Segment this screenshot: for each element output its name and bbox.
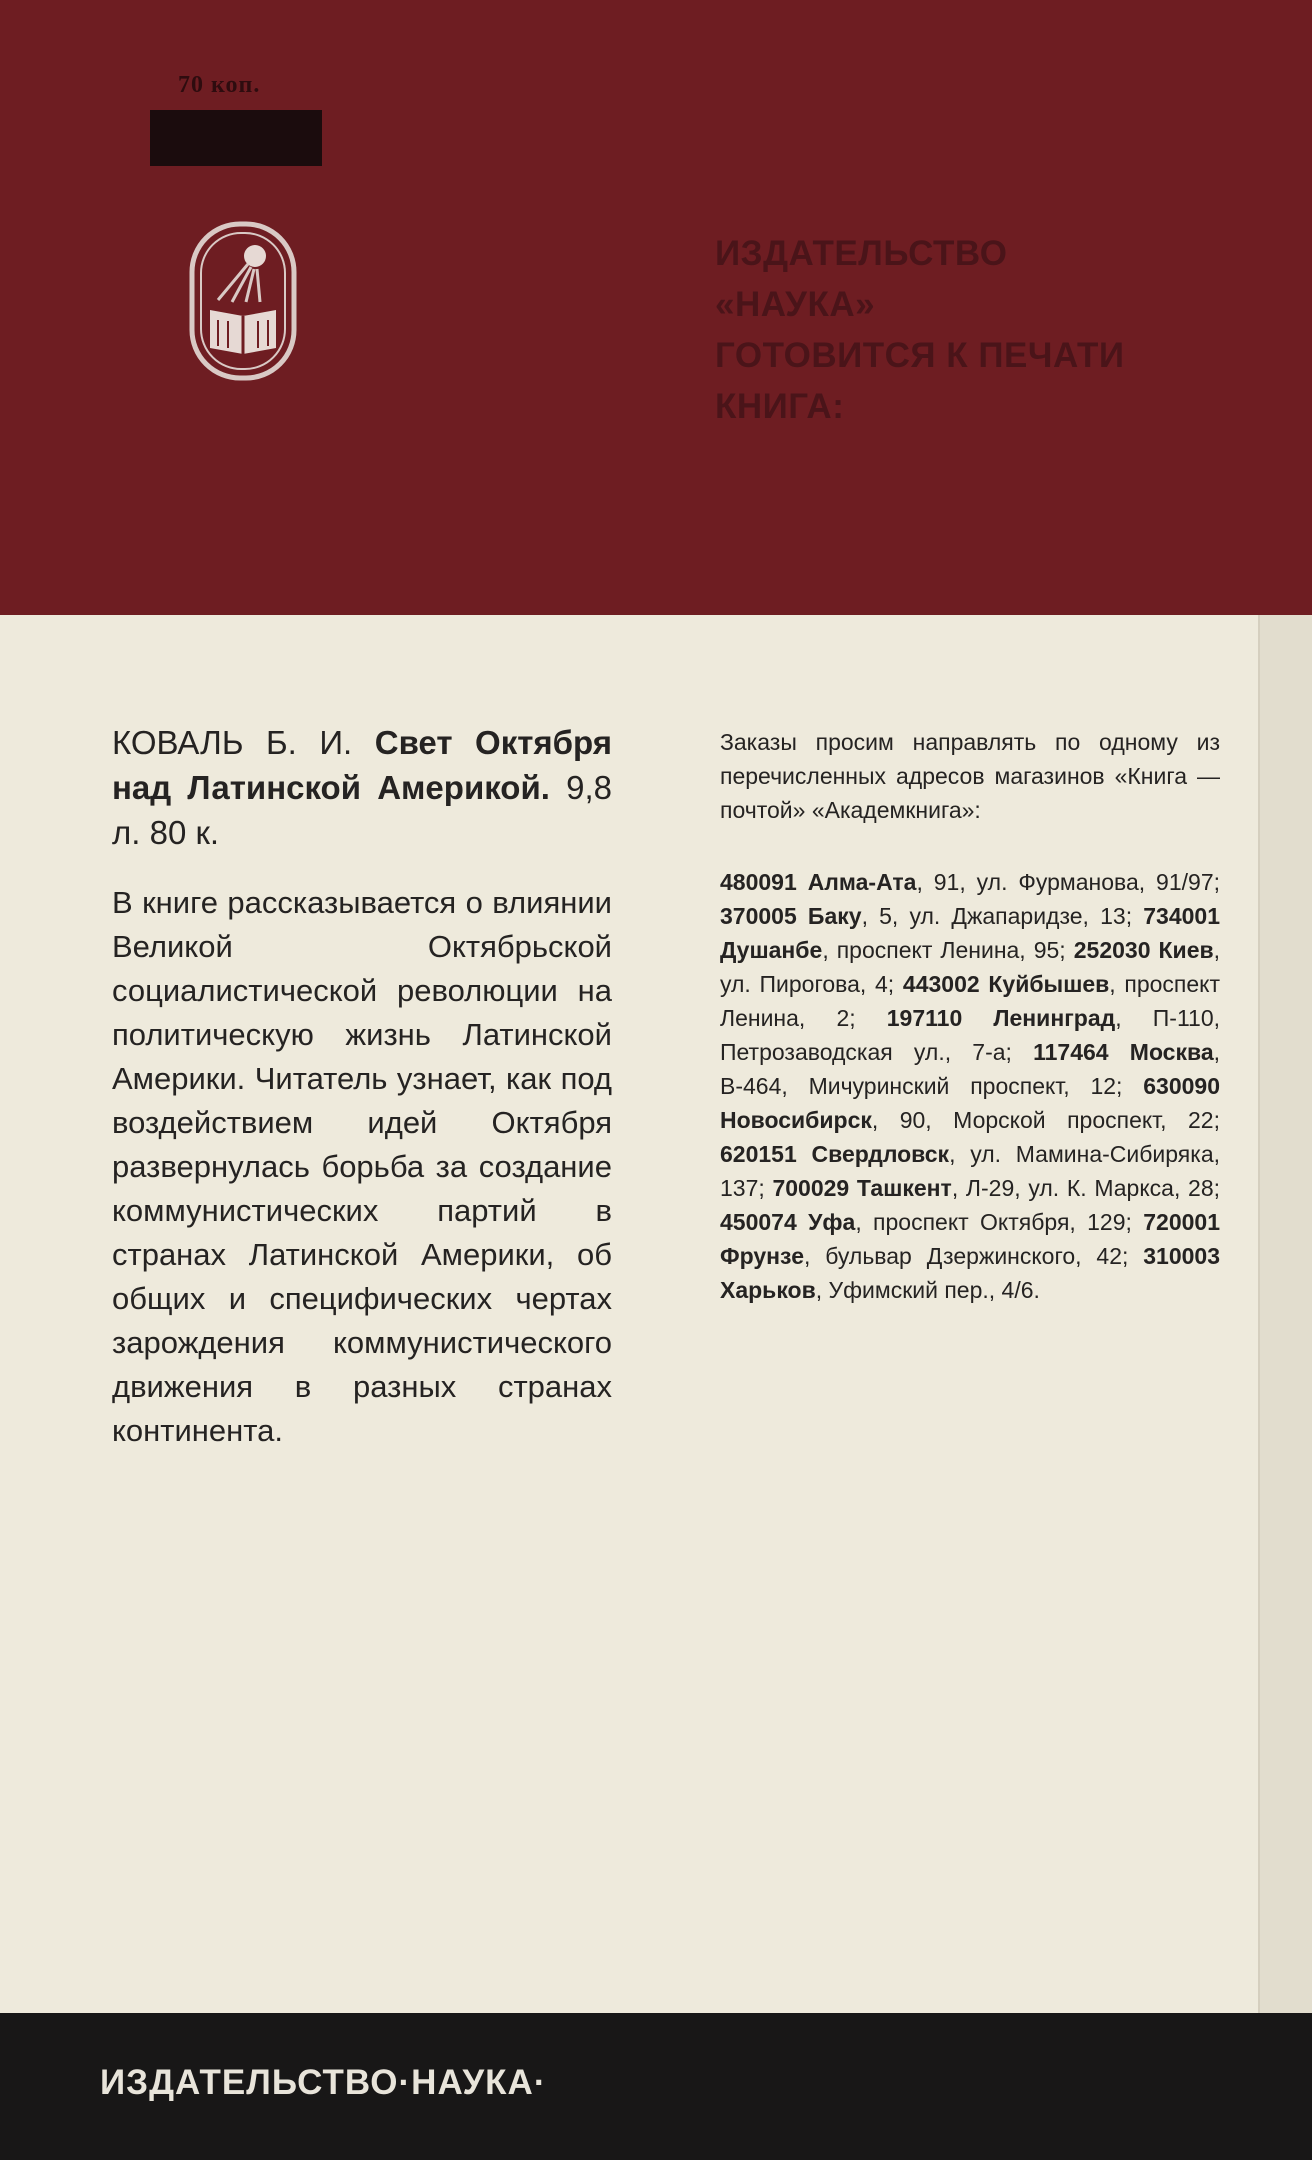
address-item: 197110 Ленинград, П-110, Петрозаводская ул., 7-а; — [720, 1005, 1220, 1065]
announcement-line: ИЗДАТЕЛЬСТВО — [715, 234, 1008, 273]
book-column — [112, 720, 612, 1453]
address-item: 480091 Алма-Ата, 91, ул. Фурманова, 91/97; — [720, 869, 1221, 895]
announcement-line: ГОТОВИТСЯ К ПЕЧАТИ — [715, 336, 1125, 375]
address-item: 370005 Баку, 5, ул. Джапаридзе, 13; — [720, 903, 1133, 929]
book-description: В книге рассказывается о влиянии Великой Октябрьской социалистической революции на политическую жизнь Латинской Америки. Читатель узнает, как под воздействием идей Октября развернулась борьба за создание коммунистических партий в странах Латинской Америки, об общих и специфических чертах зарождения коммунистического движения в разных странах континента. — [112, 885, 612, 1448]
address-item: 117464 Москва, В-464, Мичуринский проспект, 12; — [720, 1039, 1221, 1099]
book-details: 9,8 л. 80 к. — [112, 769, 612, 851]
announcement-block — [715, 228, 1235, 432]
price-mask-block — [150, 110, 322, 166]
address-item: 630090 Новосибирск, 90, Морской проспект, 22; — [720, 1073, 1221, 1133]
address-item: 720001 Фрунзе, бульвар Дзержинского, 42; — [720, 1209, 1220, 1269]
announcement-line: КНИГА: — [715, 387, 845, 426]
address-list — [720, 865, 1220, 1307]
announcement-line: «НАУКА» — [715, 285, 876, 324]
page-edge — [1258, 615, 1312, 2013]
address-item: 700029 Ташкент, Л-29, ул. К. Маркса, 28; — [772, 1175, 1221, 1201]
book-title: Свет Октября над Латинской Америкой. — [112, 724, 612, 806]
orders-column — [720, 725, 1220, 1307]
book-author: КОВАЛЬ Б. И. — [112, 724, 353, 761]
address-item: 620151 Свердловск, ул. Мамина-Сибиряка, 137; — [720, 1141, 1221, 1201]
publisher-name: ИЗДАТЕЛЬСТВО·НАУКА· — [100, 2063, 547, 2102]
address-item: 252030 Киев, ул. Пирогова, 4; — [720, 937, 1221, 997]
address-item: 310003 Харьков, Уфимский пер., 4/6. — [720, 1243, 1221, 1303]
orders-intro: Заказы просим направлять по одному из перечисленных адресов магазинов «Книга — почтой» «Академкнига»: — [720, 729, 1220, 823]
price-label: 70 коп. — [178, 72, 261, 98]
address-item: 443002 Куйбышев, проспект Ленина, 2; — [720, 971, 1221, 1031]
nauka-logo-icon — [188, 220, 298, 382]
book-heading — [112, 720, 612, 855]
address-item: 450074 Уфа, проспект Октября, 129; — [720, 1209, 1132, 1235]
address-item: 734001 Душанбе, проспект Ленина, 95; — [720, 903, 1221, 963]
